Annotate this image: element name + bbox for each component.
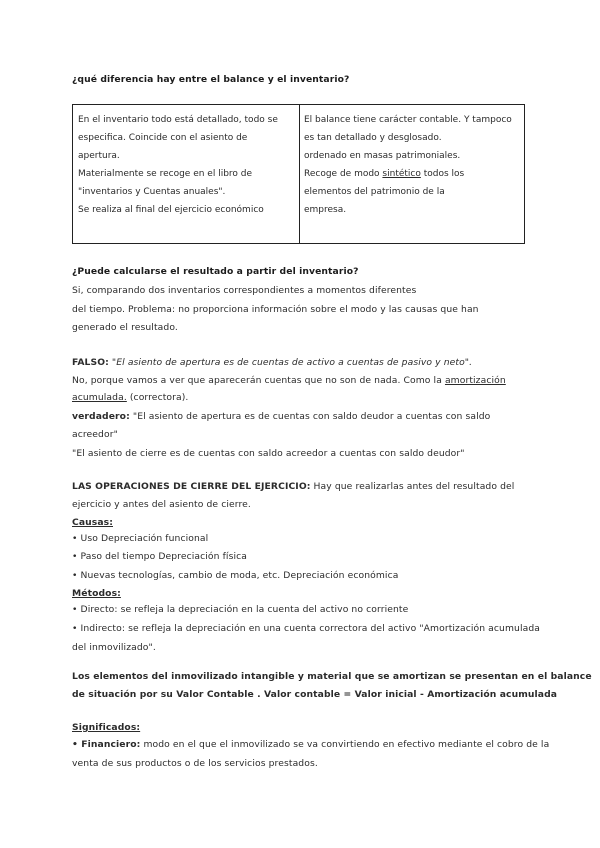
metodo-item: • Indirecto: se refleja la depreciación en una cuenta correctora del activo "Amortización acumulada [72,623,540,634]
inventario-line: Se realiza al final del ejercicio económico [78,205,264,215]
verdadero-continuation: acreedor" [72,429,118,440]
cierre-statement: "El asiento de cierre es de cuentas con saldo acreedor a cuentas con saldo deudor" [72,448,465,459]
elementos-line: Los elementos del inmovilizado intangible y material que se amortizan se presentan en el balance [72,671,592,682]
causas-heading: Causas: [72,517,113,528]
falso-explanation [72,375,506,386]
cierre-line: ejercicio y antes del asiento de cierre. [72,499,251,510]
inventario-line: "inventarios y Cuentas anuales". [78,187,226,197]
sintetico-underlined: sintético [382,169,421,179]
cierre-heading: LAS OPERACIONES DE CIERRE DEL EJERCICIO: [72,481,311,492]
falso-quote: "El asiento de apertura es de cuentas de activo a cuentas de pasivo y neto". [108,357,473,368]
causa-item: • Paso del tiempo Depreciación física [72,551,248,562]
elementos-line: de situación por su Valor Contable . Valor contable = Valor inicial - Amortización acumulada [72,689,558,700]
causa-item: • Nuevas tecnologías, cambio de moda, etc. Depreciación económica [72,570,399,581]
balance-line: empresa. [304,205,347,215]
causa-item: • Uso Depreciación funcional [72,533,209,544]
question-resultado: ¿Puede calcularse el resultado a partir del inventario? [72,266,359,277]
text-fragment: (correctora). [126,392,189,403]
inventario-cell [78,111,278,219]
inventario-line: Materialmente se recoge en el libro de [78,169,253,179]
metodos-heading: Métodos: [72,588,121,599]
falso-statement [72,357,472,368]
financiero-label: • Financiero: [72,739,141,750]
inventario-line: especifica. Coincide con el asiento de [78,133,248,143]
metodo-item: • Directo: se refleja la depreciación en la cuenta del activo no corriente [72,604,409,615]
significados-heading: Significados: [72,722,141,733]
verdadero-statement [72,411,490,422]
financiero-continuation: venta de sus productos o de los servicios prestados. [72,758,318,769]
answer-line: Si, comparando dos inventarios correspondientes a momentos diferentes [72,285,417,296]
falso-explanation [72,392,188,403]
text-fragment: No, porque vamos a ver que aparecerán cuentas que no son de nada. Como la [72,375,445,386]
table-divider [299,105,300,243]
answer-line: del tiempo. Problema: no proporciona información sobre el modo y las causas que han [72,304,479,315]
balance-line: es tan detallado y desglosado. [304,133,442,143]
text-fragment: todos los [420,169,465,179]
falso-label: FALSO: [72,357,109,368]
comparison-table [72,104,525,244]
question-balance-vs-inventario: ¿qué diferencia hay entre el balance y el inventario? [72,74,350,85]
text-fragment: "El asiento de apertura es de cuentas con saldo deudor a cuentas con saldo [129,411,491,422]
metodo-item: del inmovilizado". [72,642,156,653]
balance-line: El balance tiene carácter contable. Y tampoco [304,115,512,125]
inventario-line: apertura. [78,151,120,161]
answer-line: generado el resultado. [72,322,178,333]
balance-line [304,165,512,183]
balance-line: ordenado en masas patrimoniales. [304,151,461,161]
amortizacion-underlined: amortización [444,375,506,386]
text-fragment: Recoge de modo [304,169,383,179]
text-fragment: modo en el que el inmovilizado se va convirtiendo en efectivo mediante el cobro de la [140,739,550,750]
balance-line: elementos del patrimonio de la [304,187,445,197]
balance-cell [304,111,512,219]
verdadero-label: verdadero: [72,411,130,422]
acumulada-underlined: acumulada. [72,392,127,403]
text-fragment: Hay que realizarlas antes del resultado del [310,481,515,492]
cierre-heading-line [72,481,514,492]
inventario-line: En el inventario todo está detallado, todo se [78,115,278,125]
financiero-line [72,739,549,750]
